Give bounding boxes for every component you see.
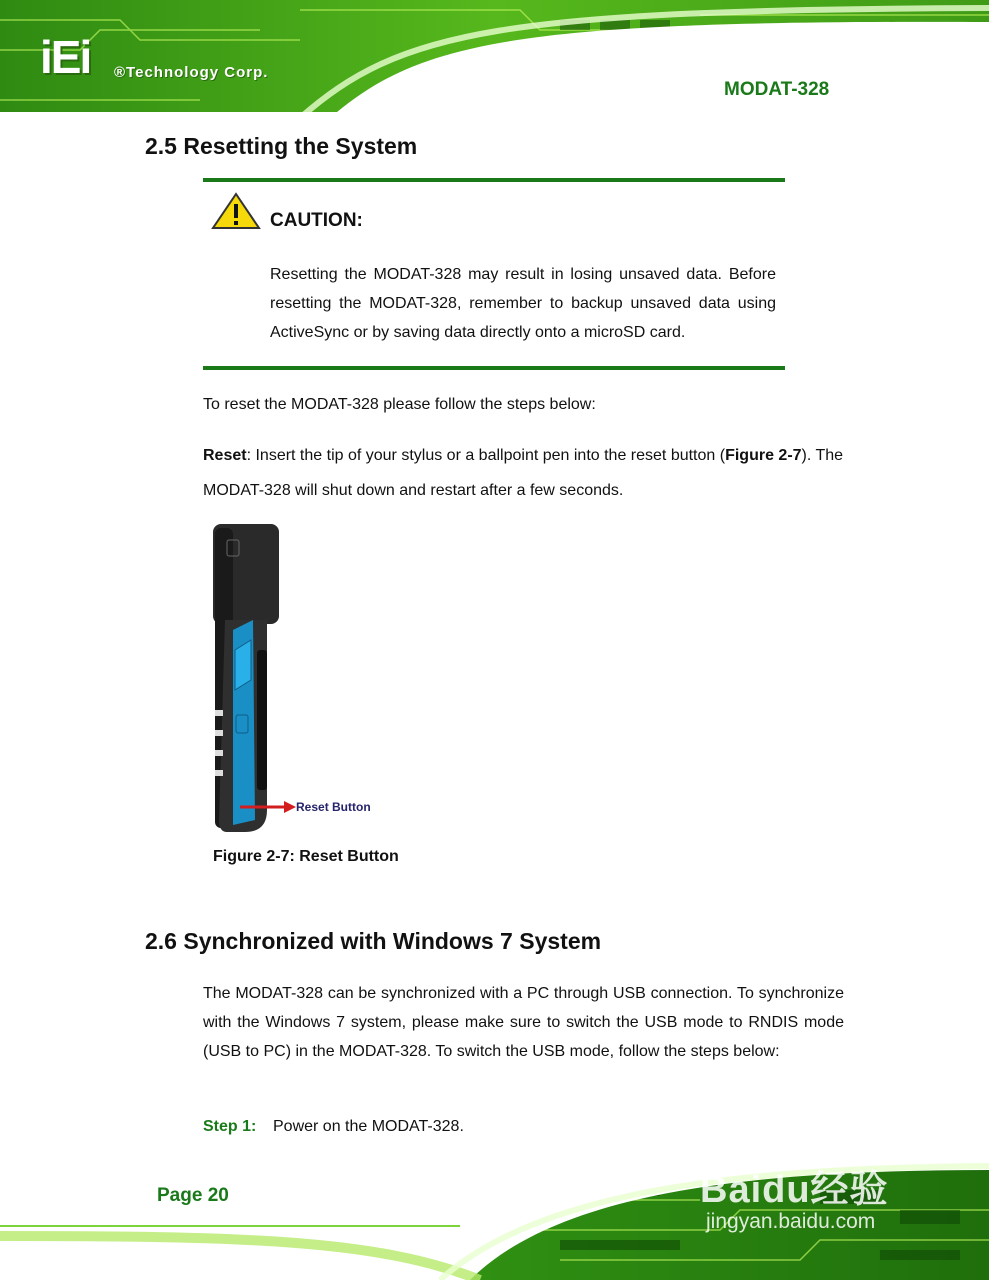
reset-instruction-line-2: MODAT-328 will shut down and restart after a few seconds. (203, 482, 624, 499)
reset-instruction-line-1 (203, 447, 845, 465)
reset-button-callout: Reset Button (296, 800, 371, 814)
step-text: Power on the MODAT-328. (273, 1118, 464, 1135)
reset-intro: To reset the MODAT-328 please follow the steps below: (203, 396, 596, 413)
warning-triangle-icon (211, 192, 261, 230)
watermark-url: jingyan.baidu.com (706, 1210, 876, 1233)
reset-text-1: : Insert the tip of your stylus or a ballpoint pen into the reset button ( (246, 447, 726, 464)
figure-caption: Figure 2-7: Reset Button (213, 848, 399, 865)
section-heading-2-6: 2.6 Synchronized with Windows 7 System (145, 928, 602, 954)
reset-term: Reset (203, 447, 247, 464)
product-name: MODAT-328 (724, 79, 830, 100)
section-heading-2-5: 2.5 Resetting the System (145, 133, 418, 159)
step-label: Step 1: (203, 1118, 257, 1135)
watermark-text: Baidu经验 (700, 1169, 889, 1211)
figure-reference: Figure 2-7 (725, 447, 802, 464)
caution-body: Resetting the MODAT-328 may result in losing unsaved data. Before resetting the MODAT-328, remember to backup unsaved data using ActiveSync or by saving data directly onto a microSD card. (270, 266, 776, 341)
reset-text-2: ). The (801, 447, 844, 464)
sync-description: The MODAT-328 can be synchronized with a PC through USB connection. To synchronize with the Windows 7 system, please make sure to switch the USB mode to RNDIS mode (USB to PC) in the MODAT-328. To switch the USB mode, follow the steps below: (203, 985, 844, 1060)
caution-title: CAUTION: (270, 210, 363, 231)
caution-top-rule (203, 178, 785, 182)
header-banner (0, 0, 989, 118)
reset-pointer-arrow (238, 800, 298, 814)
caution-bottom-rule (203, 366, 785, 370)
company-logo-mark: iEi (40, 31, 91, 83)
company-logo-text: ®Technology Corp. (114, 64, 269, 81)
device-side-view-image (205, 520, 305, 840)
page-number: Page 20 (157, 1185, 229, 1206)
